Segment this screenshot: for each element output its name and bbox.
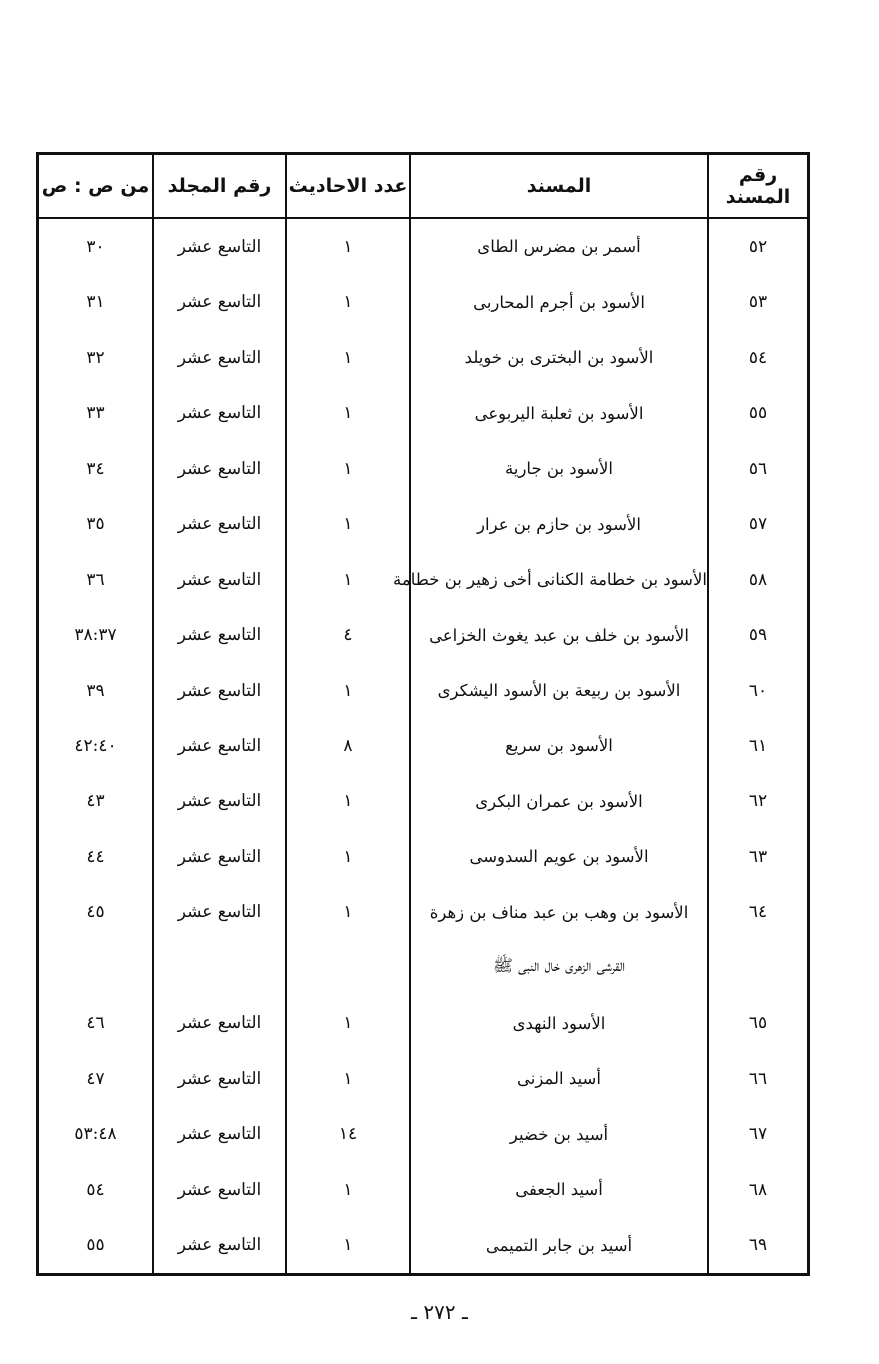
table-row xyxy=(39,218,807,275)
cell-pages: ٣١ xyxy=(39,275,153,330)
cell-musnad-number: ٥٥ xyxy=(748,403,768,424)
cell-musnad-number: ٦٤ xyxy=(748,902,768,923)
cell-hadith-count: ١ xyxy=(286,1051,410,1106)
cell-musnad-name: الأسود بن خطامة الكنانى أخى زهير بن خطامة xyxy=(410,552,708,607)
cell-pages: ٣٥ xyxy=(39,496,153,551)
cell-volume: التاسع عشر xyxy=(153,330,286,385)
cell-musnad-name: الأسود بن حازم بن عرار xyxy=(410,496,708,551)
cell-hadith-count: ١ xyxy=(286,663,410,718)
cell-volume: التاسع عشر xyxy=(153,718,286,773)
cell-musnad-name: الأسود النهدى xyxy=(410,996,708,1051)
musnad-index-table xyxy=(39,155,807,1273)
cell-hadith-count: ٤ xyxy=(286,607,410,662)
cell-musnad-name: أسيد الجعفى xyxy=(410,1162,708,1217)
table-row xyxy=(39,829,807,884)
cell-musnad-number: ٦٥ xyxy=(748,1013,768,1034)
table-row xyxy=(39,940,807,995)
table-row xyxy=(39,718,807,773)
cell-pages xyxy=(39,940,153,995)
cell-musnad-name: أسيد بن جابر التميمى xyxy=(410,1217,708,1273)
cell-volume: التاسع عشر xyxy=(153,774,286,829)
cell-musnad-number: ٦٣ xyxy=(748,846,768,867)
cell-pages: ٣٠ xyxy=(39,218,153,275)
cell-volume: التاسع عشر xyxy=(153,663,286,718)
cell-pages: ٤٦ xyxy=(39,996,153,1051)
cell-hadith-count: ١ xyxy=(286,218,410,275)
cell-musnad-number: ٥٤ xyxy=(748,347,768,368)
cell-pages: ٤٣ xyxy=(39,774,153,829)
header-pages: من ص : ص xyxy=(39,155,153,218)
table-row xyxy=(39,774,807,829)
cell-musnad-name: أسيد بن خضير xyxy=(410,1107,708,1162)
table-row xyxy=(39,441,807,496)
cell-volume: التاسع عشر xyxy=(153,1162,286,1217)
cell-volume: التاسع عشر xyxy=(153,996,286,1051)
cell-hadith-count: ١٤ xyxy=(286,1107,410,1162)
table-row xyxy=(39,663,807,718)
cell-volume xyxy=(153,940,286,995)
cell-pages: ٤٥ xyxy=(39,885,153,940)
header-volume: رقم المجلد xyxy=(153,155,286,218)
table-header-row xyxy=(39,155,807,218)
cell-musnad-number: ٥٣ xyxy=(748,292,768,313)
cell-pages: ٤٤ xyxy=(39,829,153,884)
cell-volume: التاسع عشر xyxy=(153,218,286,275)
table-row xyxy=(39,885,807,940)
table-row xyxy=(39,607,807,662)
cell-musnad-name: الأسود بن خلف بن عبد يغوث الخزاعى xyxy=(410,607,708,662)
cell-musnad-name: الأسود بن البخترى بن خويلد xyxy=(410,330,708,385)
page-number: ـ ٢٧٢ ـ xyxy=(411,1300,468,1324)
cell-hadith-count: ١ xyxy=(286,330,410,385)
cell-volume: التاسع عشر xyxy=(153,552,286,607)
cell-hadith-count: ١ xyxy=(286,441,410,496)
cell-musnad-number: ٦٦ xyxy=(748,1068,768,1089)
cell-volume: التاسع عشر xyxy=(153,1217,286,1273)
cell-musnad-name: الأسود بن ربيعة بن الأسود اليشكرى xyxy=(410,663,708,718)
cell-pages: ٣٦ xyxy=(39,552,153,607)
cell-volume: التاسع عشر xyxy=(153,441,286,496)
cell-musnad-name: الأسود بن سريع xyxy=(410,718,708,773)
table-row xyxy=(39,385,807,440)
table-row xyxy=(39,1162,807,1217)
cell-musnad-number: ٥٨ xyxy=(748,569,768,590)
cell-musnad-name: الأسود بن أجرم المحاربى xyxy=(410,275,708,330)
cell-musnad-name: الأسود بن وهب بن عبد مناف بن زهرة xyxy=(410,885,708,940)
cell-hadith-count: ٨ xyxy=(286,718,410,773)
cell-musnad-name: أسمر بن مضرس الطاى xyxy=(410,218,708,275)
table-row xyxy=(39,996,807,1051)
cell-musnad-number: ٦٢ xyxy=(748,791,768,812)
cell-volume: التاسع عشر xyxy=(153,496,286,551)
cell-musnad-name: القرشى الزهرى خال النبى ﷺ xyxy=(410,940,708,995)
cell-musnad-name: الأسود بن عمران البكرى xyxy=(410,774,708,829)
table-row xyxy=(39,1217,807,1273)
table-row xyxy=(39,552,807,607)
cell-hadith-count: ١ xyxy=(286,774,410,829)
cell-volume: التاسع عشر xyxy=(153,275,286,330)
cell-musnad-number: ٥٧ xyxy=(748,514,768,535)
table-row xyxy=(39,275,807,330)
cell-pages: ٣٤ xyxy=(39,441,153,496)
cell-volume: التاسع عشر xyxy=(153,885,286,940)
cell-hadith-count: ١ xyxy=(286,552,410,607)
header-musnad-number: رقم المسند xyxy=(708,155,807,218)
cell-hadith-count: ١ xyxy=(286,1217,410,1273)
cell-pages: ٣٨:٣٧ xyxy=(39,607,153,662)
cell-pages: ٥٣:٤٨ xyxy=(39,1107,153,1162)
cell-pages: ٣٩ xyxy=(39,663,153,718)
cell-musnad-number: ٥٦ xyxy=(748,458,768,479)
table-row xyxy=(39,1107,807,1162)
cell-hadith-count: ١ xyxy=(286,1162,410,1217)
header-musnad: المسند xyxy=(410,155,708,218)
table-row xyxy=(39,496,807,551)
cell-hadith-count: ١ xyxy=(286,885,410,940)
cell-musnad-number: ٦٨ xyxy=(748,1179,768,1200)
cell-volume: التاسع عشر xyxy=(153,829,286,884)
cell-musnad-name: الأسود بن ثعلبة اليربوعى xyxy=(410,385,708,440)
cell-musnad-number: ٦٠ xyxy=(748,680,768,701)
cell-pages: ٤٢:٤٠ xyxy=(39,718,153,773)
index-table-frame xyxy=(36,152,810,1276)
cell-musnad-number: ٥٢ xyxy=(748,236,768,257)
cell-pages: ٥٥ xyxy=(39,1217,153,1273)
cell-pages: ٣٣ xyxy=(39,385,153,440)
cell-hadith-count: ١ xyxy=(286,385,410,440)
table-row xyxy=(39,330,807,385)
cell-pages: ٥٤ xyxy=(39,1162,153,1217)
cell-musnad-number: ٦٧ xyxy=(748,1124,768,1145)
cell-hadith-count xyxy=(286,940,410,995)
cell-musnad-number xyxy=(708,940,807,995)
cell-hadith-count: ١ xyxy=(286,496,410,551)
cell-hadith-count: ١ xyxy=(286,996,410,1051)
header-hadith-count: عدد الاحاديث xyxy=(286,155,410,218)
cell-volume: التاسع عشر xyxy=(153,607,286,662)
cell-volume: التاسع عشر xyxy=(153,1107,286,1162)
cell-musnad-name: الأسود بن جارية xyxy=(410,441,708,496)
cell-pages: ٣٢ xyxy=(39,330,153,385)
cell-pages: ٤٧ xyxy=(39,1051,153,1106)
cell-musnad-name: الأسود بن عويم السدوسى xyxy=(410,829,708,884)
cell-musnad-name: أسيد المزنى xyxy=(410,1051,708,1106)
cell-musnad-number: ٦٩ xyxy=(748,1235,768,1256)
cell-hadith-count: ١ xyxy=(286,275,410,330)
cell-hadith-count: ١ xyxy=(286,829,410,884)
cell-volume: التاسع عشر xyxy=(153,385,286,440)
cell-musnad-number: ٦١ xyxy=(748,735,768,756)
cell-musnad-number: ٥٩ xyxy=(748,625,768,646)
table-body xyxy=(39,218,807,1273)
table-row xyxy=(39,1051,807,1106)
cell-volume: التاسع عشر xyxy=(153,1051,286,1106)
